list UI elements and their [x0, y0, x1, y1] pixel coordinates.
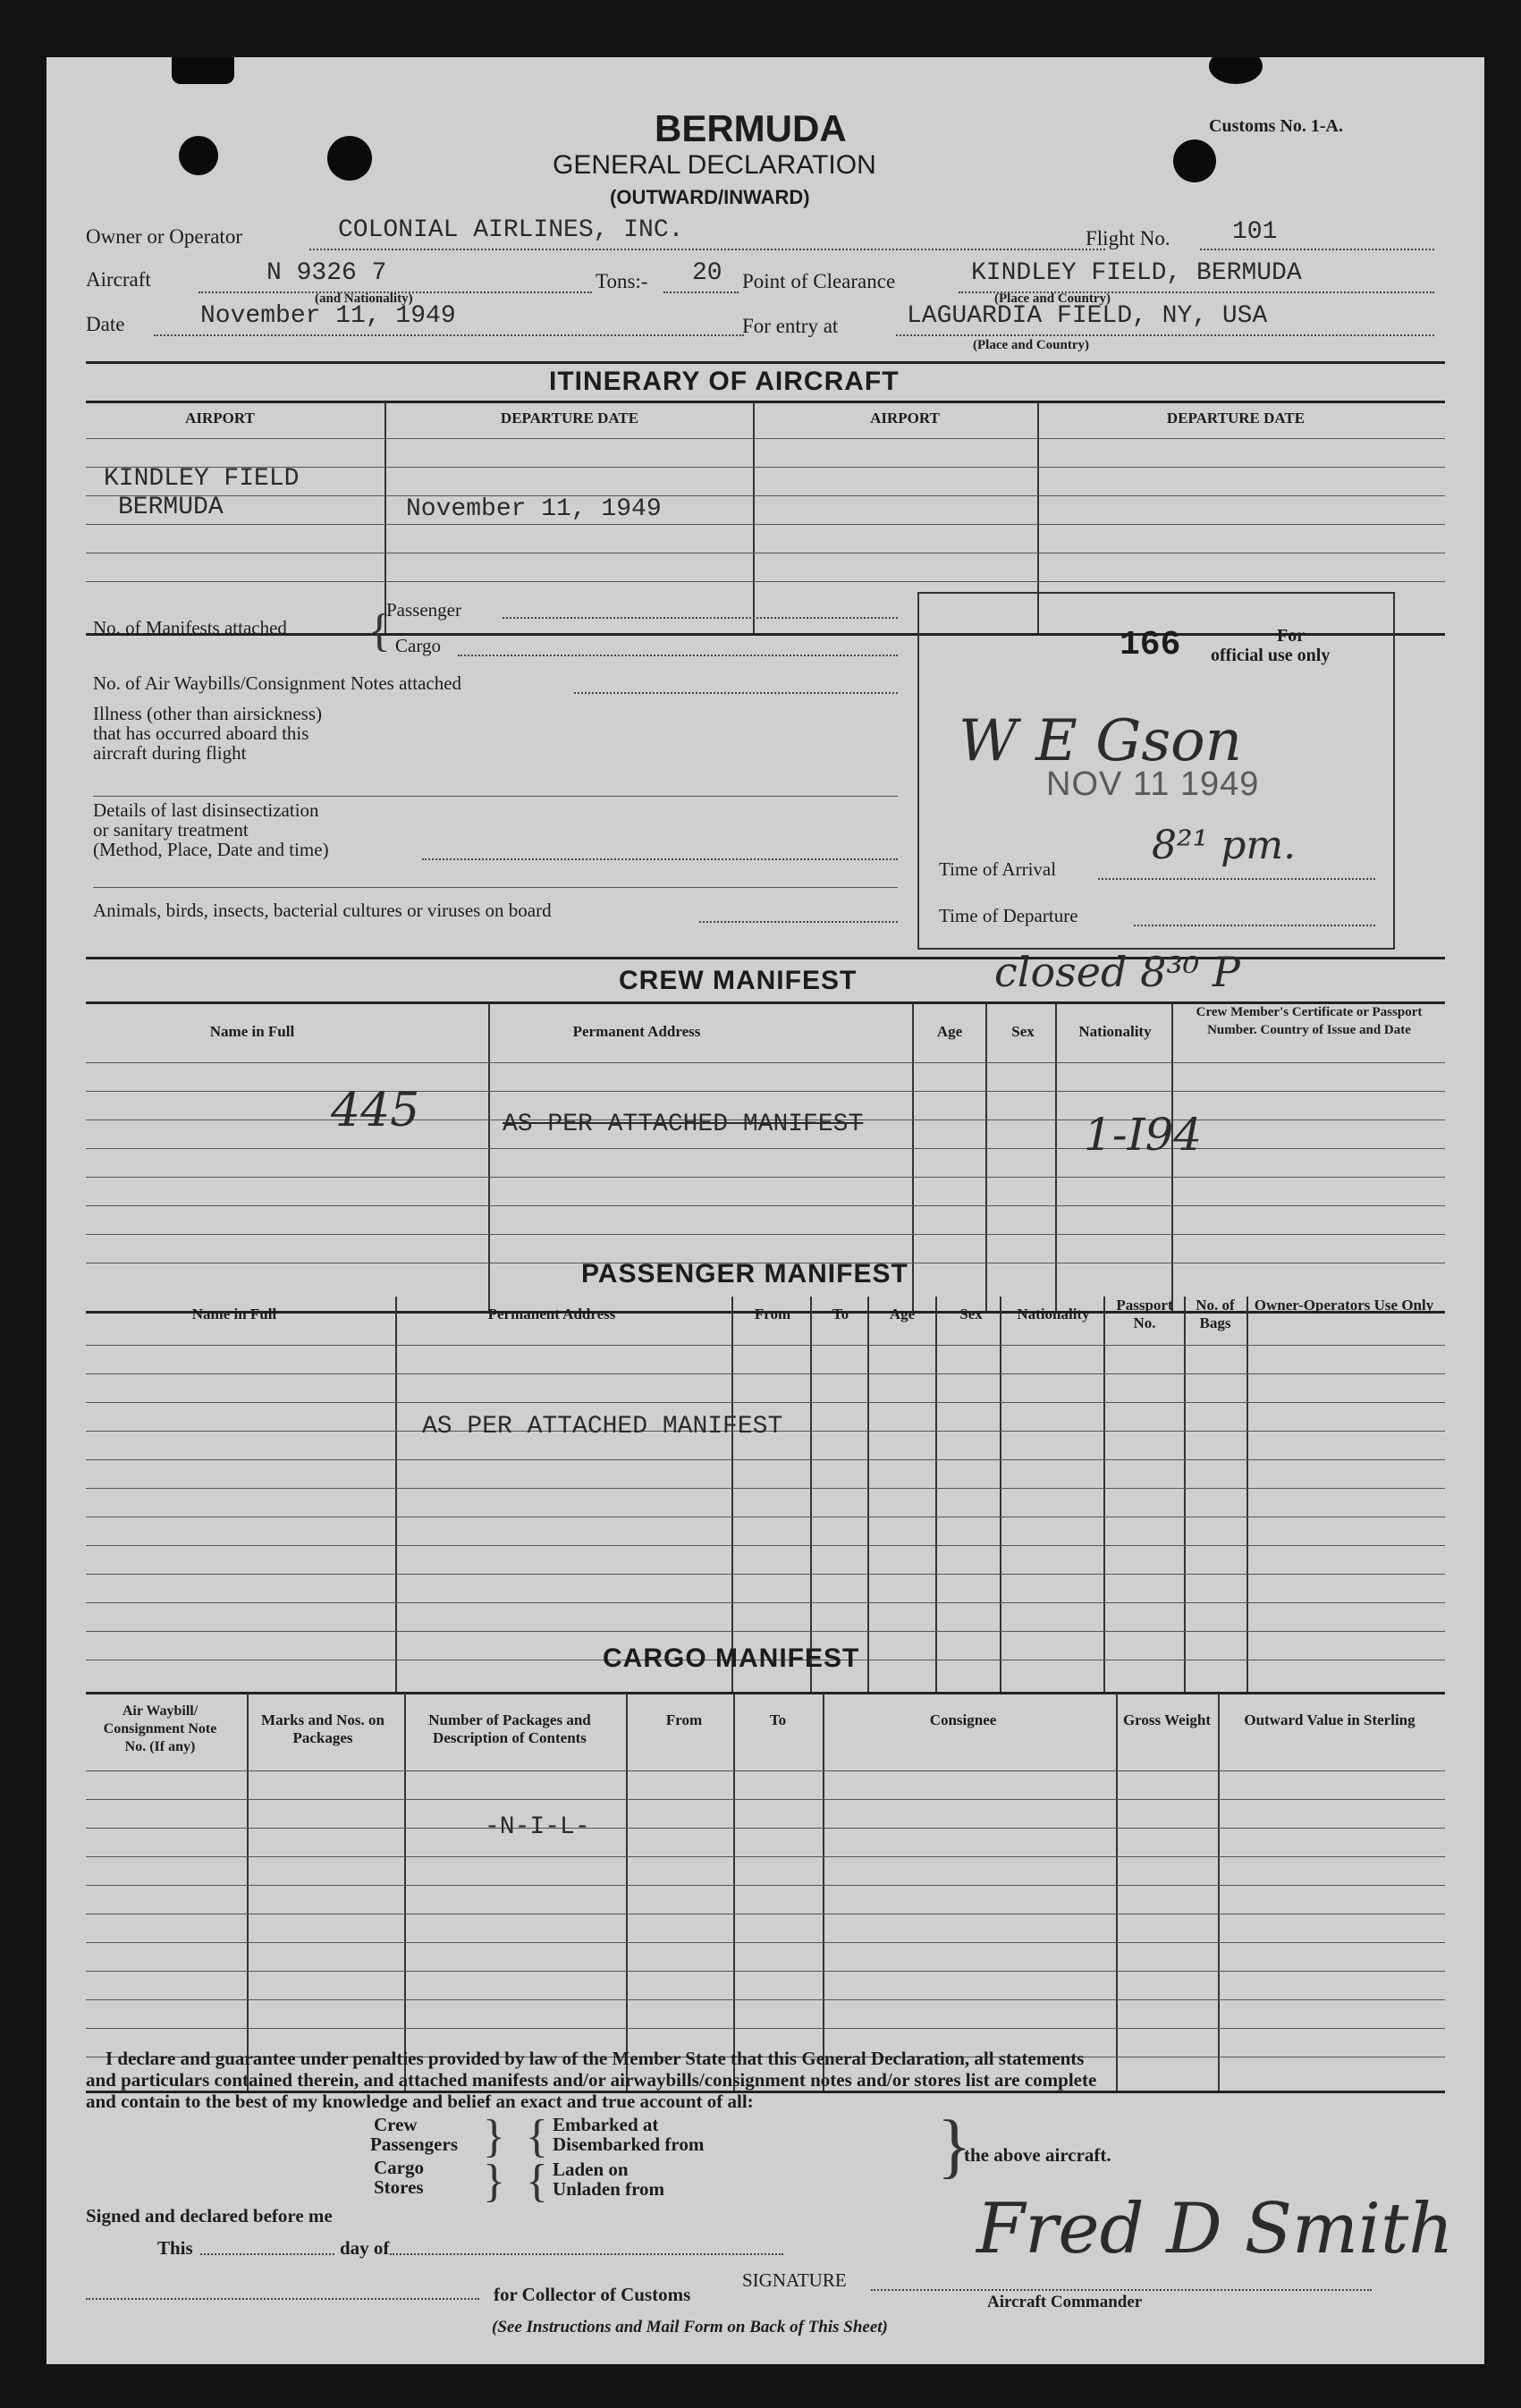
signature-label: SIGNATURE	[742, 2269, 847, 2291]
itinerary-header-departure-1: DEPARTURE DATE	[500, 410, 639, 427]
passenger-header-nationality: Nationality	[1017, 1305, 1090, 1322]
collector-label: for Collector of Customs	[494, 2284, 691, 2305]
disinsect-line3: (Method, Place, Date and time)	[93, 839, 329, 860]
decl-passengers: Passengers	[370, 2133, 458, 2155]
passenger-address-value: AS PER ATTACHED MANIFEST	[422, 1413, 783, 1441]
passenger-header-owner-use: Owner-Operators Use Only	[1254, 1297, 1434, 1314]
form-title: GENERAL DECLARATION	[553, 150, 876, 180]
illness-line2: that has occurred aboard this	[93, 722, 309, 744]
cargo-header-value: Outward Value in Sterling	[1244, 1711, 1415, 1728]
itinerary-header-departure-2: DEPARTURE DATE	[1166, 410, 1306, 427]
declaration-text-3: and contain to the best of my knowledge and belief an exact and true account of all:	[86, 2091, 754, 2112]
illness-line3: aircraft during flight	[93, 742, 247, 764]
declaration-sheet: BERMUDA GENERAL DECLARATION (OUTWARD/INWARD) Customs No. 1-A. Owner or Operator COLONIAL AIRLINES, INC. Flight No. 101 Aircraft N 9326 7 (and Nationality) Tons:- 20 Point of Clearance KINDLEY FIELD, BERMUDA (Place and Country) Date November 11, 1949 For entry at LAGUARDIA FIELD, NY, USA (Place and Country) ITINERARY OF AIRCRAFT AIRPORT DEPARTURE DATE AIRPORT DEPARTURE DATE KINDLEY FIELD BERMUDA November 11, 1949 No. of Manifests attached { Passenger Cargo No. of Air Waybills/Consignment Notes attached Illness (other than airsickness) that has occurred aboard this aircraft during flight Details of last disinsectization or sanitary treatment (Method, Place, Date and time) Animals, birds, insects, bacterial cultures or viruses on board 166 For official use only W E Gson NOV 11 1949 Time of Arrival 8²¹ pm. Time of Departure CREW MANIFEST closed 8³⁰ P Name in Full Permanent Address Age Sex Nationality Crew Member's Certificate or Passport Number. Country of Issue and Date 445 AS PER ATTACHED MANIFEST 1-I94 PASSENGER MANIFEST Name in Full Permanent Address From To Age Sex Nationality Passport No. No. of Bags Owner-Operators Use Only AS PER ATTACHED MANIFEST CARGO MANIFEST Air Waybill/ Consignment Note No. (If any) Marks and Nos. on Packages Number of Packages and Description of Contents From To Consignee Gross Weight Outward Value in Sterling -N-I-L- I declare and guarantee under penalties provided by law of the Member State that this General Declaration, all statements and particulars contained therein, and attached manifests and/or airwaybills/consignment notes and/or stores list are complete and contain to the best of my knowledge and belief an exact and true account of all: Crew Passengers Cargo Stores } } { { Embarked at Disembarked from Laden on Unladen from } the above aircraft. Signed and declared before me This day of for Collector of Customs SIGNATURE Fred D Smith Aircraft Commander (See Instructions and Mail Form on Back of This Sheet)	[46, 57, 1484, 2364]
cargo-header-packages: Number of Packages and Description of Contents	[428, 1711, 591, 1746]
punch-hole-top-left	[172, 57, 234, 84]
declaration-text-2: and particulars contained therein, and attached manifests and/or airwaybills/consignment notes and/or stores list are complete	[86, 2069, 1097, 2091]
crew-handwritten-count: 445	[331, 1084, 420, 1137]
this-label: This	[157, 2237, 193, 2259]
cargo-header-consignee: Consignee	[929, 1711, 997, 1728]
crew-header-address: Permanent Address	[572, 1023, 701, 1040]
decl-crew: Crew	[374, 2114, 418, 2135]
official-use-label: official use only	[1211, 646, 1331, 665]
clearance-value: KINDLEY FIELD, BERMUDA	[971, 259, 1302, 287]
aircraft-label: Aircraft	[86, 268, 151, 291]
arrival-value: 8²¹ pm.	[1152, 823, 1297, 868]
punch-hole-right	[1173, 139, 1216, 182]
passenger-header-address: Permanent Address	[487, 1305, 616, 1322]
passenger-header-name: Name in Full	[191, 1305, 277, 1322]
cargo-header-waybill: Air Waybill/ Consignment Note No. (If any)	[103, 1703, 217, 1754]
declaration-text-1: I declare and guarantee under penalties provided by law of the Member State that this General Declaration, all statements	[106, 2048, 1085, 2069]
official-for-label: For	[1277, 626, 1306, 646]
cargo-header-to: To	[769, 1711, 787, 1728]
punch-hole-mid	[327, 136, 372, 181]
itinerary-airport-line1: KINDLEY FIELD	[104, 465, 300, 493]
decl-embarked: Embarked at	[553, 2114, 659, 2135]
place-country-note: (Place and Country)	[994, 291, 1111, 306]
day-of-label: day of	[340, 2237, 390, 2259]
crew-header-name: Name in Full	[209, 1023, 295, 1040]
punch-hole-left	[179, 136, 218, 175]
manifests-label: No. of Manifests attached	[93, 617, 287, 638]
itinerary-header-airport-2: AIRPORT	[870, 410, 940, 427]
cargo-header-marks: Marks and Nos. on Packages	[261, 1711, 384, 1746]
flight-label: Flight No.	[1086, 227, 1170, 249]
crew-header-age: Age	[936, 1023, 963, 1040]
footer-note: (See Instructions and Mail Form on Back of This Sheet)	[492, 2318, 888, 2336]
signed-label: Signed and declared before me	[86, 2205, 333, 2226]
passenger-manifest-title: PASSENGER MANIFEST	[581, 1259, 908, 1288]
decl-disembarked: Disembarked from	[553, 2133, 705, 2155]
decl-cargo: Cargo	[374, 2157, 424, 2178]
official-number: 166	[1120, 626, 1181, 664]
passenger-header-bags: No. of Bags	[1196, 1297, 1235, 1331]
cargo-manifest-title: CARGO MANIFEST	[603, 1643, 860, 1673]
cargo-header-from: From	[665, 1711, 703, 1728]
decl-above-aircraft: the above aircraft.	[964, 2144, 1111, 2166]
crew-manifest-title: CREW MANIFEST	[619, 966, 858, 995]
animals-label: Animals, birds, insects, bacterial cultures or viruses on board	[93, 900, 552, 921]
closed-note: closed 8³⁰ P	[994, 948, 1240, 996]
commander-label: Aircraft Commander	[987, 2293, 1143, 2311]
decl-unladen: Unladen from	[553, 2178, 665, 2200]
decl-stores: Stores	[374, 2176, 424, 2198]
aircraft-note: (and Nationality)	[315, 291, 413, 306]
crew-address-value: AS PER ATTACHED MANIFEST	[503, 1111, 864, 1138]
entry-label: For entry at	[742, 315, 839, 337]
passenger-header-sex: Sex	[959, 1305, 983, 1322]
owner-label: Owner or Operator	[86, 225, 242, 248]
entry-value: LAGUARDIA FIELD, NY, USA	[907, 302, 1268, 330]
itinerary-departure-date: November 11, 1949	[406, 495, 662, 523]
cargo-header-gross-weight: Gross Weight	[1122, 1711, 1212, 1728]
date-label: Date	[86, 313, 125, 335]
punch-hole-top-right	[1209, 57, 1263, 84]
commander-signature: Fred D Smith	[976, 2189, 1454, 2269]
clearance-label: Point of Clearance	[742, 270, 896, 292]
cargo-contents-value: -N-I-L-	[485, 1813, 590, 1841]
passenger-header-from: From	[754, 1305, 791, 1322]
crew-header-certificate: Crew Member's Certificate or Passport Number. Country of Issue and Date	[1196, 1005, 1423, 1037]
passenger-header-passport: Passport No.	[1116, 1297, 1173, 1331]
form-subtitle: (OUTWARD/INWARD)	[610, 186, 810, 208]
itinerary-header-airport-1: AIRPORT	[185, 410, 255, 427]
passenger-header-age: Age	[889, 1305, 916, 1322]
crew-handwritten-code: 1-I94	[1084, 1109, 1203, 1161]
itinerary-airport-line2: BERMUDA	[118, 494, 224, 521]
country-title: BERMUDA	[655, 107, 847, 149]
crew-header-nationality: Nationality	[1078, 1023, 1152, 1040]
crew-header-sex: Sex	[1011, 1023, 1035, 1040]
aircraft-value: N 9326 7	[266, 259, 387, 287]
owner-value: COLONIAL AIRLINES, INC.	[338, 216, 684, 244]
official-stamp-date: NOV 11 1949	[1046, 765, 1260, 803]
departure-label: Time of Departure	[939, 905, 1078, 926]
illness-line1: Illness (other than airsickness)	[93, 703, 323, 724]
decl-laden: Laden on	[553, 2159, 629, 2180]
waybills-label: No. of Air Waybills/Consignment Notes attached	[93, 672, 462, 694]
date-value: November 11, 1949	[200, 302, 456, 330]
disinsect-line2: or sanitary treatment	[93, 819, 249, 841]
arrival-label: Time of Arrival	[939, 858, 1057, 880]
tons-value: 20	[692, 259, 722, 287]
passenger-manifest-label: Passenger	[386, 599, 461, 621]
passenger-header-to: To	[832, 1305, 849, 1322]
cargo-manifest-label: Cargo	[395, 635, 441, 656]
official-signature-initials: W E Gson	[959, 708, 1242, 774]
tons-label: Tons:-	[596, 270, 648, 292]
flight-value: 101	[1232, 218, 1278, 246]
itinerary-title: ITINERARY OF AIRCRAFT	[549, 367, 900, 396]
place-country-note-2: (Place and Country)	[973, 338, 1089, 352]
disinsect-line1: Details of last disinsectization	[93, 799, 319, 821]
form-number: Customs No. 1-A.	[1209, 116, 1343, 136]
